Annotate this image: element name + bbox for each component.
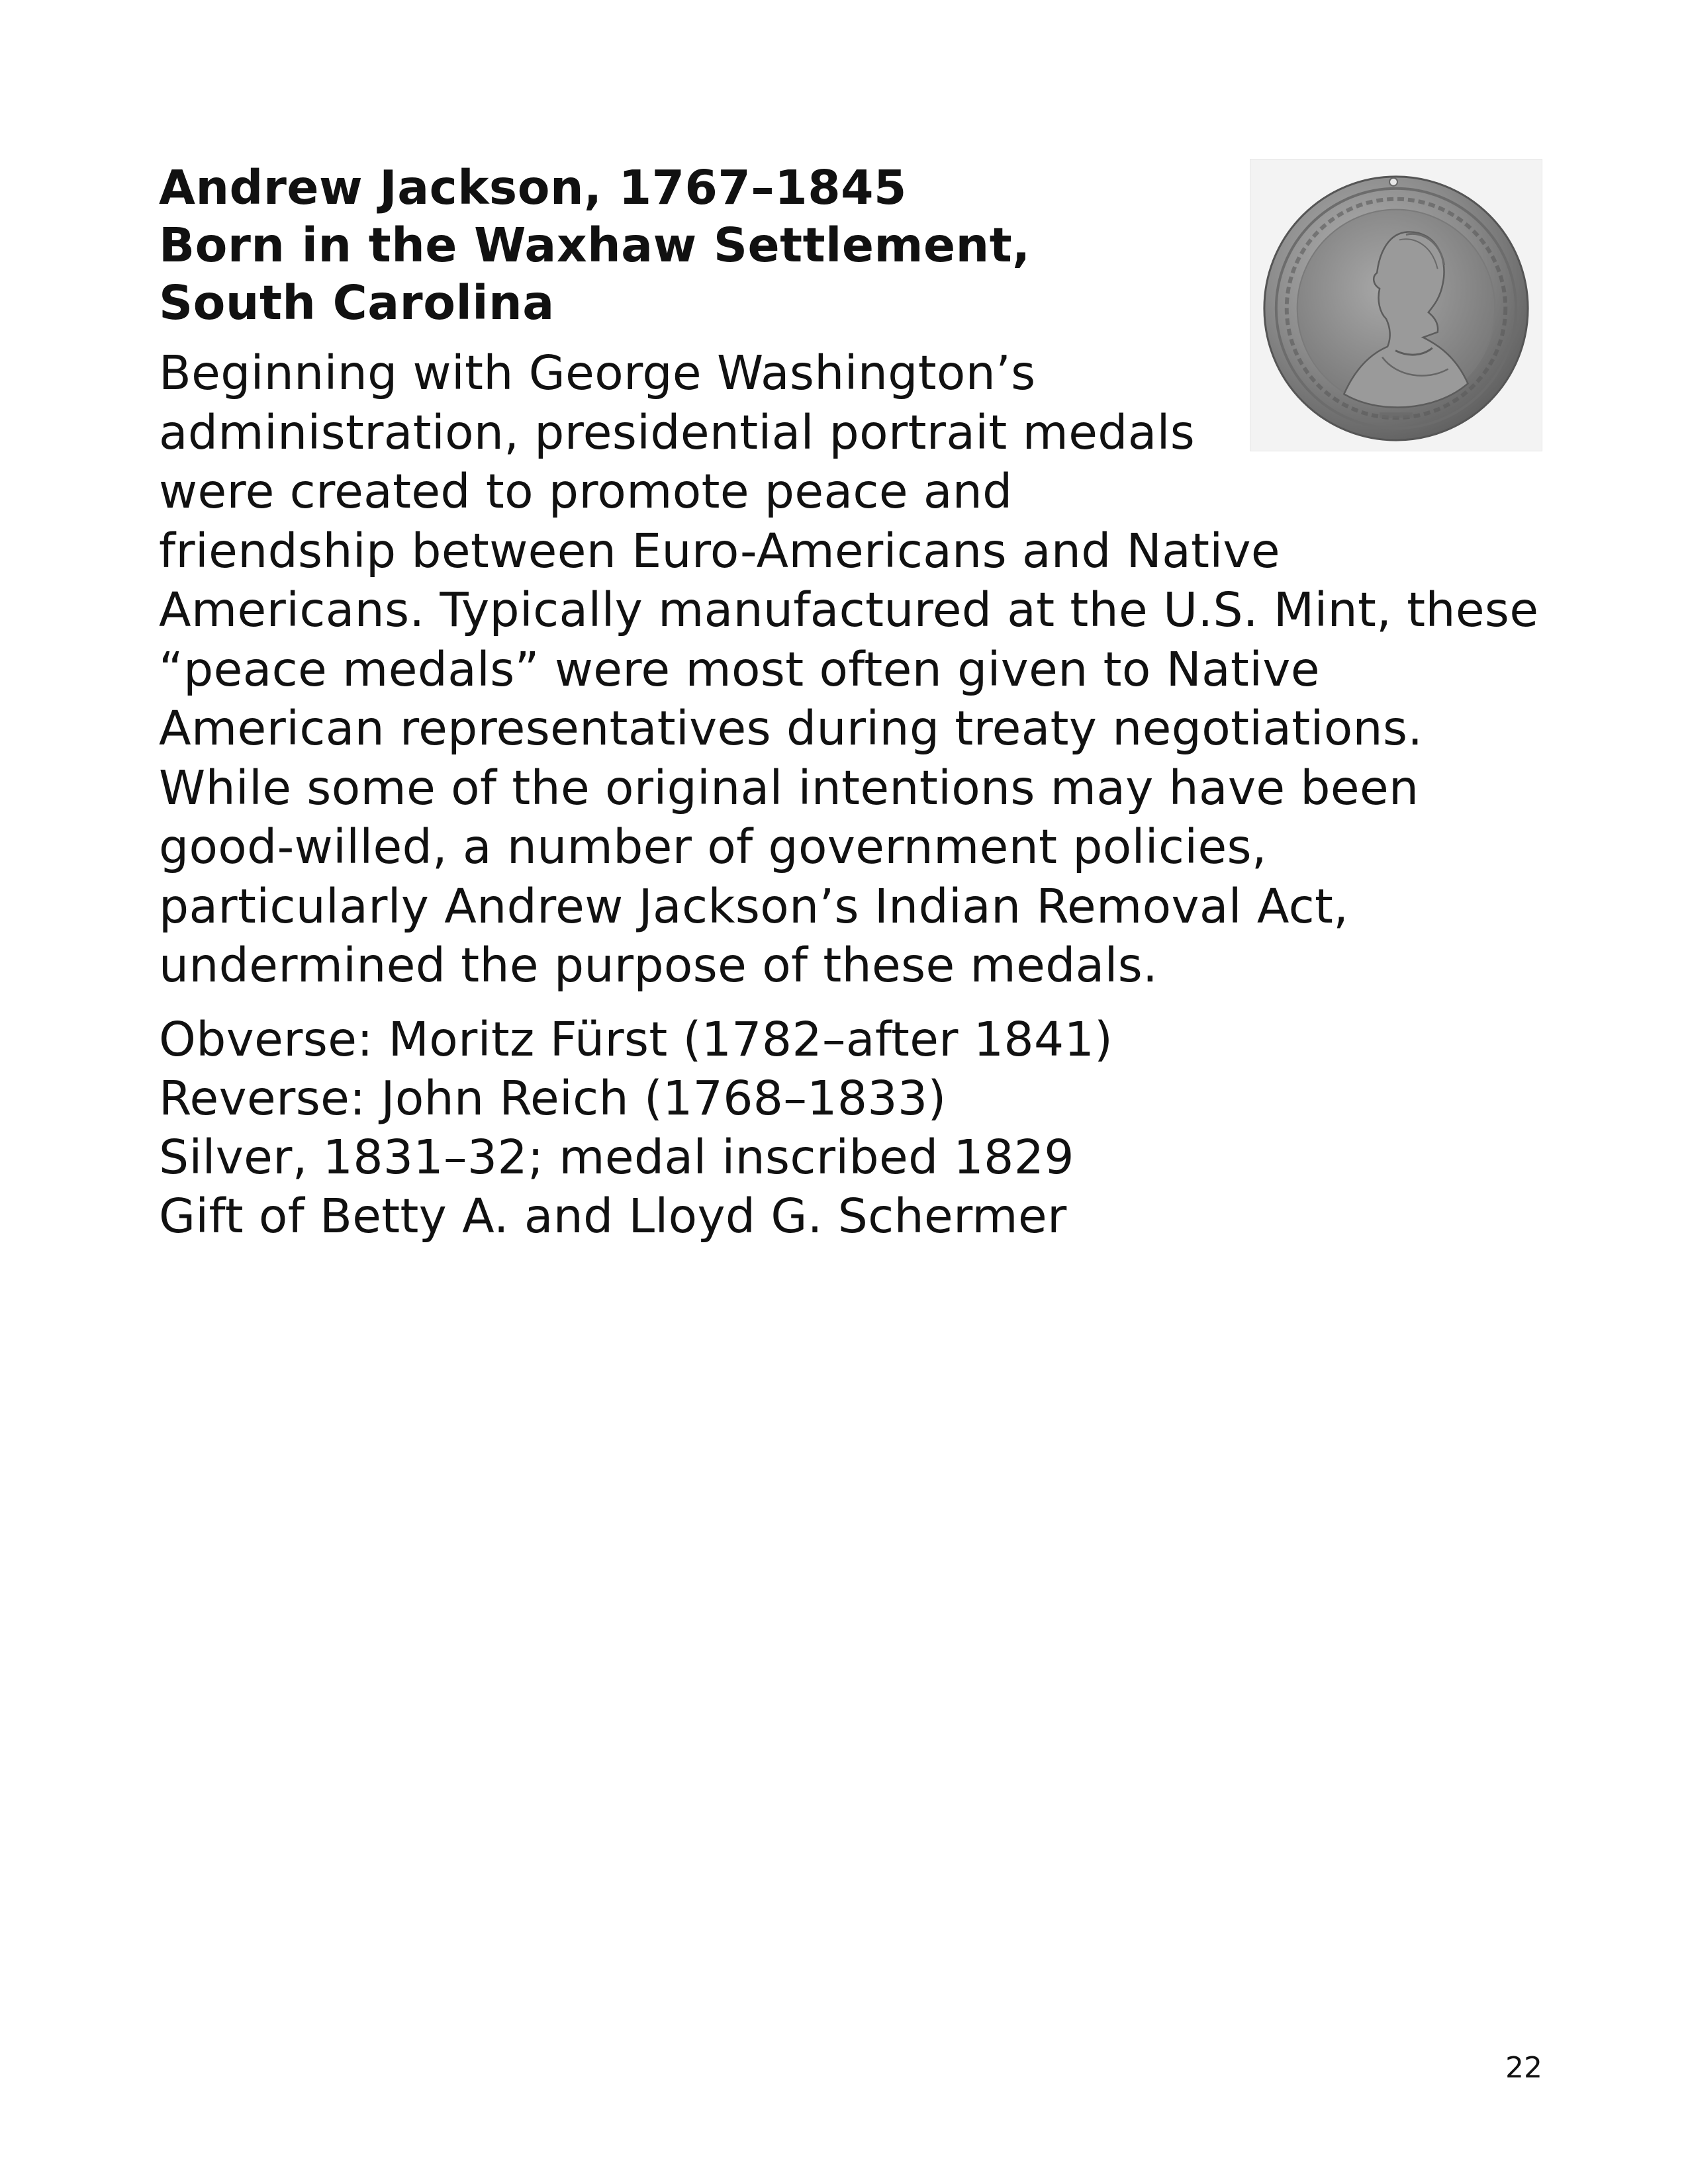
page-content [159, 159, 1542, 1246]
credit-obverse: Obverse: Moritz Fürst (1782–after 1841) [159, 1011, 1113, 1067]
object-credits [159, 1010, 1542, 1246]
credit-gift: Gift of Betty A. and Lloyd G. Schermer [159, 1188, 1067, 1244]
page-number: 22 [1505, 2051, 1542, 2085]
title-line-state: South Carolina [159, 275, 555, 330]
description-paragraph: Beginning with George Washington’s administration, presidential portrait medals were created to promote peace and friendship between Euro-Americans and Native Americans. Typically manufactured at the U.S. Mint, these “peace medals” were most often given to Native American representatives during treaty negotiations. While some of the original intentions may have been good-willed, a number of government policies, particularly Andrew Jackson’s Indian Removal Act, undermined the purpose of these medals. [159, 345, 1539, 993]
title-line-birthplace: Born in the Waxhaw Settlement, [159, 218, 1031, 273]
medal-image [1250, 159, 1542, 451]
credit-reverse: Reverse: John Reich (1768–1833) [159, 1070, 947, 1126]
peace-medal-illustration [1250, 159, 1542, 451]
credit-material: Silver, 1831–32; medal inscribed 1829 [159, 1129, 1074, 1185]
title-line-name: Andrew Jackson, 1767–1845 [159, 160, 907, 215]
